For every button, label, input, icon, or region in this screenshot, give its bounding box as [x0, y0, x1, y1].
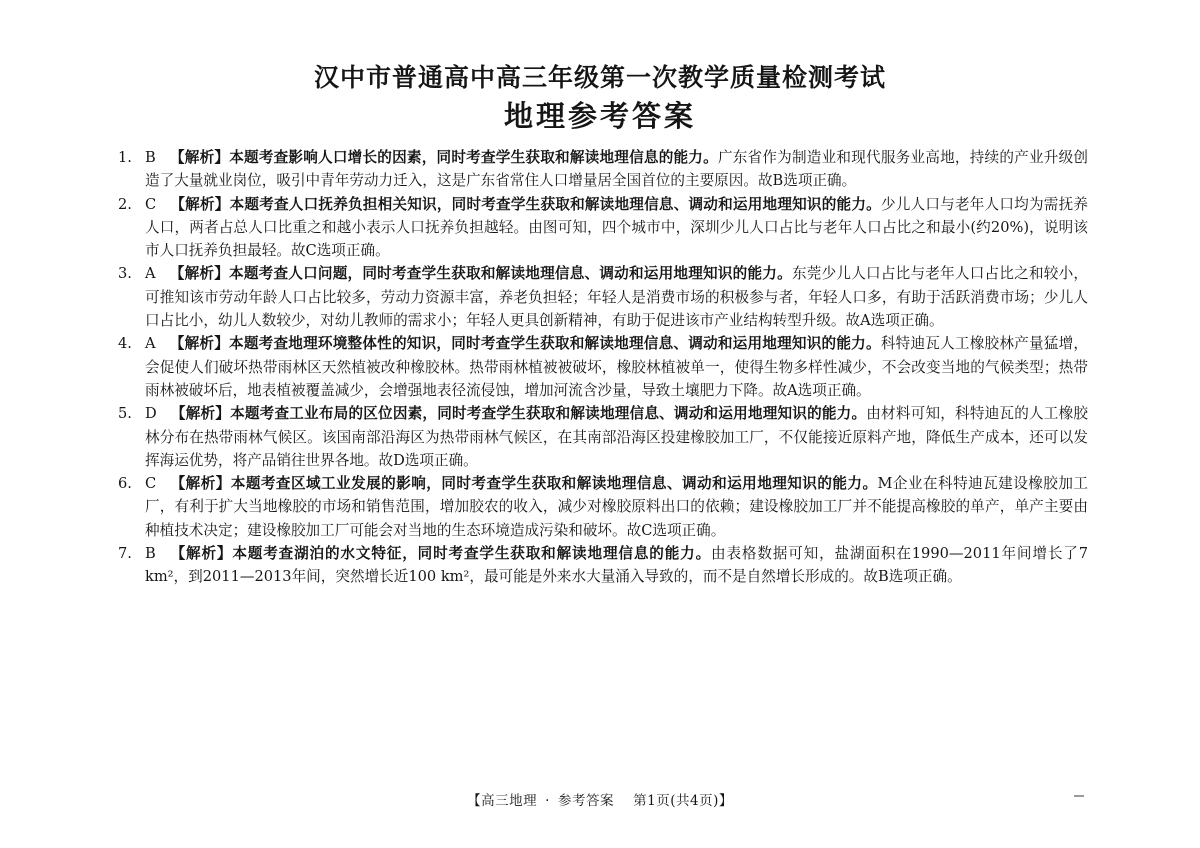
footer-subject: 【高三地理	[467, 793, 538, 809]
item-number: 2.	[118, 195, 132, 213]
footer-page-number: 第1页(共4页)】	[633, 793, 733, 809]
item-number: 7.	[118, 545, 132, 563]
item-number: 6.	[118, 475, 132, 493]
analysis-heading: 【解析】本题考查地理环境整体性的知识，同时考查学生获取和解读地理信息、调动和运用地理知识的能力。	[169, 335, 881, 353]
analysis-heading: 【解析】本题考查影响人口增长的因素，同时考查学生获取和解读地理信息的能力。	[169, 149, 718, 166]
answer-item-3	[118, 262, 1088, 332]
document-subtitle: 地理参考答案	[503, 99, 696, 133]
answer-item-2	[118, 193, 1088, 263]
exam-title: 汉中市普通高中高三年级第一次教学质量检测考试	[313, 63, 886, 92]
item-number: 5.	[118, 405, 132, 423]
answer-letter: B	[145, 149, 156, 166]
answer-letter: C	[145, 475, 157, 493]
analysis-heading: 【解析】本题考查区域工业发展的影响，同时考查学生获取和解读地理信息、调动和运用地理知识的能力。	[170, 475, 878, 493]
analysis-text: 由材料可知，科特迪瓦的人工橡胶林分布在热带雨林气候区。该国南部沿海区为热带雨林气候区，在其南部沿海区投建橡胶加工厂，不仅能接近原料产地，降低生产成本，还可以发挥海运优势，将产品销往世界各地。故D选项正确。	[145, 405, 1088, 469]
footer-separator: ·	[545, 793, 550, 809]
answer-item-5	[118, 402, 1088, 472]
answers-list	[118, 146, 1088, 589]
analysis-text: M企业在科特迪瓦建设橡胶加工厂，有利于扩大当地橡胶的市场和销售范围，增加胶农的收入，减少对橡胶原料出口的依赖；建设橡胶加工厂并不能提高橡胶的单产，单产主要由种植技术决定；建设橡胶加工厂可能会对当地的生态环境造成污染和破坏。故C选项正确。	[145, 475, 1088, 539]
analysis-text: 由表格数据可知，盐湖面积在1990—2011年间增长了7 km²，到2011—2013年间，突然增长近100 km²，最可能是外来水大量涌入导致的，而不是自然增长形成的。故B选项正确。	[145, 545, 1088, 586]
item-number: 3.	[118, 265, 132, 283]
analysis-heading: 【解析】本题考查湖泊的水文特征，同时考查学生获取和解读地理信息的能力。	[169, 545, 712, 563]
answer-item-4	[118, 332, 1088, 402]
analysis-text: 广东省作为制造业和现代服务业高地，持续的产业升级创造了大量就业岗位，吸引中青年劳动力迁入，这是广东省常住人口增量居全国首位的主要原因。故B选项正确。	[145, 149, 1088, 190]
analysis-heading: 【解析】本题考查工业布局的区位因素，同时考查学生获取和解读地理信息、调动和运用地理知识的能力。	[170, 405, 867, 423]
answer-item-1	[118, 146, 1088, 193]
analysis-text: 东莞少儿人口占比与老年人口占比之和较小，可推知该市劳动年龄人口占比较多，劳动力资源丰富，养老负担轻；年轻人是消费市场的积极参与者，年轻人口多，有助于活跃消费市场；少儿人口占比小，幼儿人数较少，对幼儿教师的需求小；年轻人更具创新精神，有助于促进该市产业结构转型升级。故A选项正确。	[145, 265, 1088, 330]
answer-letter: B	[145, 545, 156, 563]
answer-item-7	[118, 542, 1088, 589]
page-footer	[0, 789, 1200, 809]
item-number: 4.	[118, 335, 132, 353]
answer-letter: A	[145, 335, 156, 353]
answer-item-6	[118, 472, 1088, 542]
answer-letter: C	[145, 195, 157, 213]
footer-doc-type: 参考答案	[557, 793, 614, 809]
answer-letter: A	[145, 265, 156, 283]
analysis-text: 少儿人口与老年人口均为需抚养人口，两者占总人口比重之和越小表示人口抚养负担越轻。由图可知，四个城市中，深圳少儿人口占比与老年人口占比之和最小(约20%)，说明该市人口抚养负担最轻。故C选项正确。	[145, 195, 1088, 260]
analysis-heading: 【解析】本题考查人口问题，同时考查学生获取和解读地理信息、调动和运用地理知识的能力。	[169, 265, 792, 283]
item-number: 1.	[118, 149, 132, 166]
analysis-heading: 【解析】本题考查人口抚养负担相关知识，同时考查学生获取和解读地理信息、调动和运用地理知识的能力。	[170, 195, 881, 213]
scan-mark	[1074, 795, 1084, 797]
analysis-text: 科特迪瓦人工橡胶林产量猛增，会促使人们破坏热带雨林区天然植被改种橡胶林。热带雨林植被被破坏，橡胶林植被单一，使得生物多样性减少，不会改变当地的气候类型；热带雨林被破坏后，地表植被覆盖减少，会增强地表径流侵蚀，增加河流含沙量，导致土壤肥力下降。故A选项正确。	[145, 335, 1088, 399]
answer-letter: D	[145, 405, 157, 423]
